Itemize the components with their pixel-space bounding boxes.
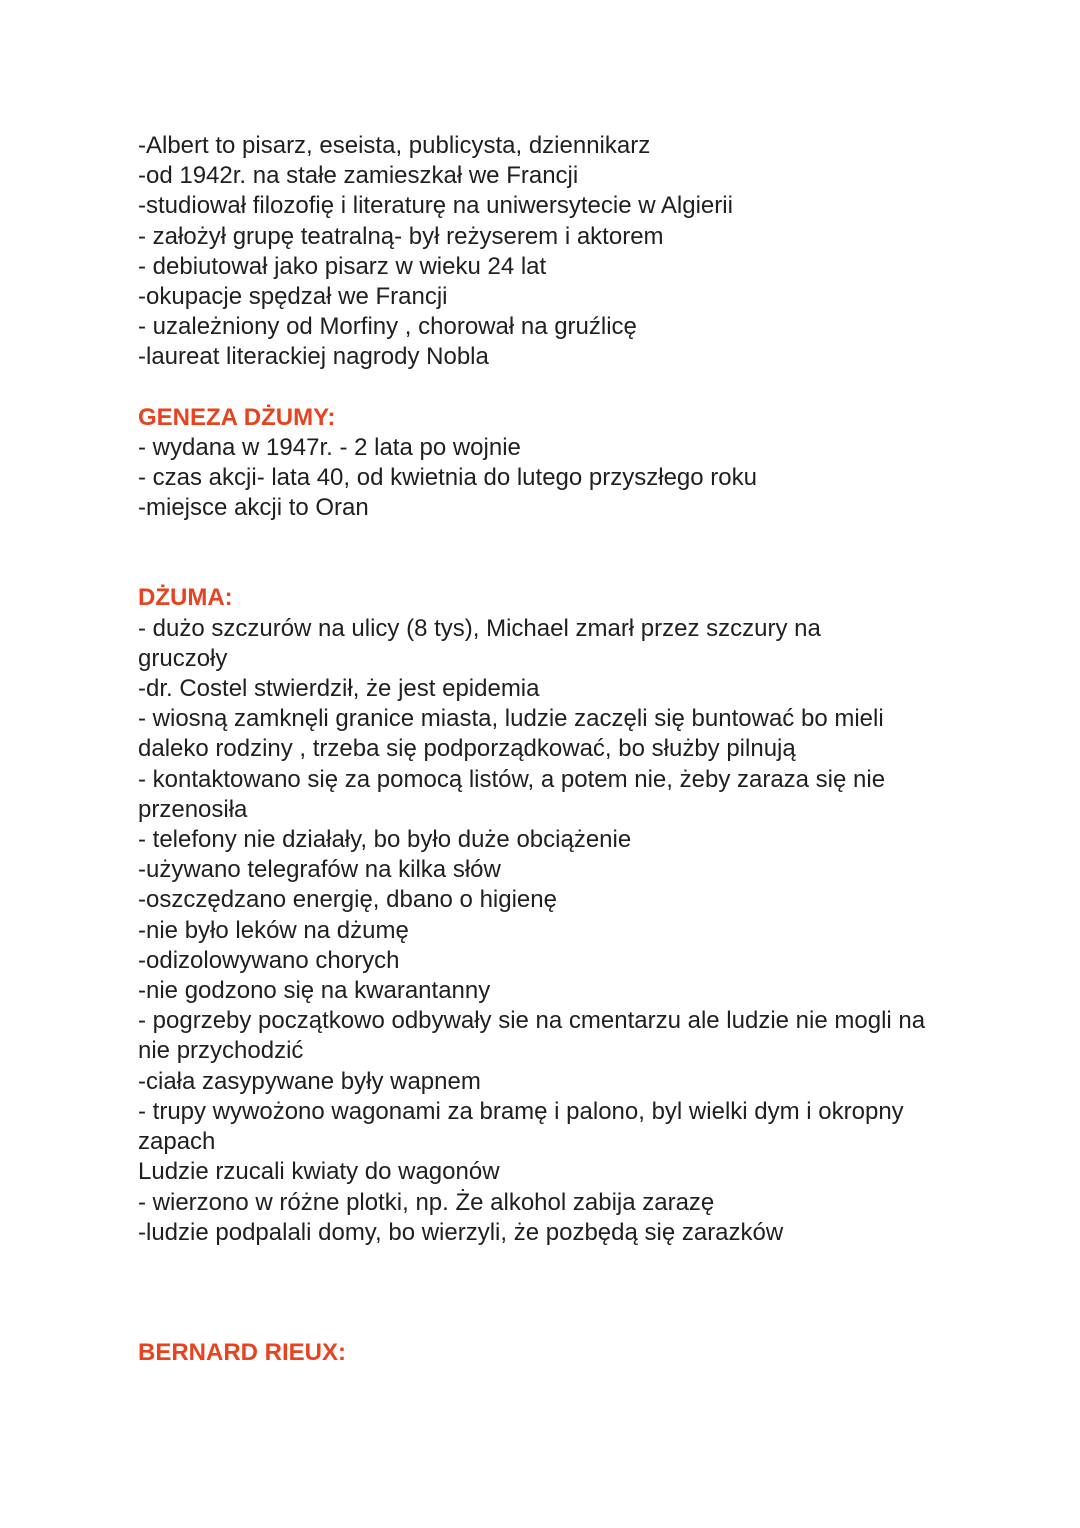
dzuma-item: -dr. Costel stwierdził, że jest epidemia — [138, 675, 540, 703]
geneza-item: - czas akcji- lata 40, od kwietnia do lutego przyszłego roku — [138, 464, 757, 492]
bio-line: -od 1942r. na stałe zamieszkał we Francji — [138, 162, 579, 190]
dzuma-item: - kontaktowano się za pomocą listów, a potem nie, żeby zaraza się nie przenosiła — [138, 765, 886, 823]
dzuma-item: -używano telegrafów na kilka słów — [138, 856, 501, 884]
dzuma-item: - wierzono w różne plotki, np. Że alkohol zabija zarazę — [138, 1188, 715, 1216]
geneza-item: - wydana w 1947r. - 2 lata po wojnie — [138, 433, 521, 461]
rieux-heading: BERNARD RIEUX: — [138, 1338, 347, 1366]
dzuma-item: - dużo szczurów na ulicy (8 tys), Michael zmarł przez szczury na gruczoły — [138, 614, 821, 672]
dzuma-item: -odizolowywano chorych — [138, 946, 400, 974]
dzuma-item: -ludzie podpalali domy, bo wierzyli, że pozbędą się zarazków — [138, 1218, 784, 1246]
geneza-section — [138, 403, 958, 524]
dzuma-section — [138, 583, 958, 1247]
dzuma-item: - wiosną zamknęli granice miasta, ludzie zaczęli się buntować bo mieli daleko rodziny , trzeba się podporządkować, bo służby pilnują — [138, 705, 884, 763]
bio-line: - uzależniony od Morfiny , chorował na gruźlicę — [138, 313, 637, 341]
document-page — [138, 131, 958, 1368]
bio-line: -laureat literackiej nagrody Nobla — [138, 343, 489, 371]
dzuma-item: - trupy wywożono wagonami za bramę i palono, byl wielki dym i okropny zapach — [138, 1097, 904, 1156]
bio-line: - założył grupę teatralną- był reżyserem i aktorem — [138, 222, 664, 250]
bio-line: -Albert to pisarz, eseista, publicysta, dziennikarz — [138, 132, 651, 159]
dzuma-item: Ludzie rzucali kwiaty do wagonów — [138, 1158, 500, 1186]
dzuma-item: -nie godzono się na kwarantanny — [138, 977, 491, 1005]
dzuma-heading: DŻUMA: — [138, 584, 233, 612]
spacer — [138, 523, 958, 583]
rieux-section — [138, 1338, 958, 1368]
geneza-item: -miejsce akcji to Oran — [138, 494, 369, 522]
dzuma-item: -nie było leków na dżumę — [138, 916, 409, 944]
spacer — [138, 1248, 958, 1338]
spacer — [138, 373, 958, 403]
geneza-heading: GENEZA DŻUMY: — [138, 403, 336, 431]
dzuma-item: -ciała zasypywane były wapnem — [138, 1067, 481, 1095]
dzuma-item: - pogrzeby początkowo odbywały sie na cmentarzu ale ludzie nie mogli na nie przychodzić — [138, 1007, 926, 1065]
bio-line: -studiował filozofię i literaturę na uniwersytecie w Algierii — [138, 192, 733, 220]
bio-section — [138, 131, 958, 373]
bio-line: - debiutował jako pisarz w wieku 24 lat — [138, 252, 547, 280]
bio-line: -okupacje spędzał we Francji — [138, 283, 448, 311]
dzuma-item: - telefony nie działały, bo było duże obciążenie — [138, 826, 632, 854]
dzuma-item: -oszczędzano energię, dbano o higienę — [138, 886, 557, 914]
